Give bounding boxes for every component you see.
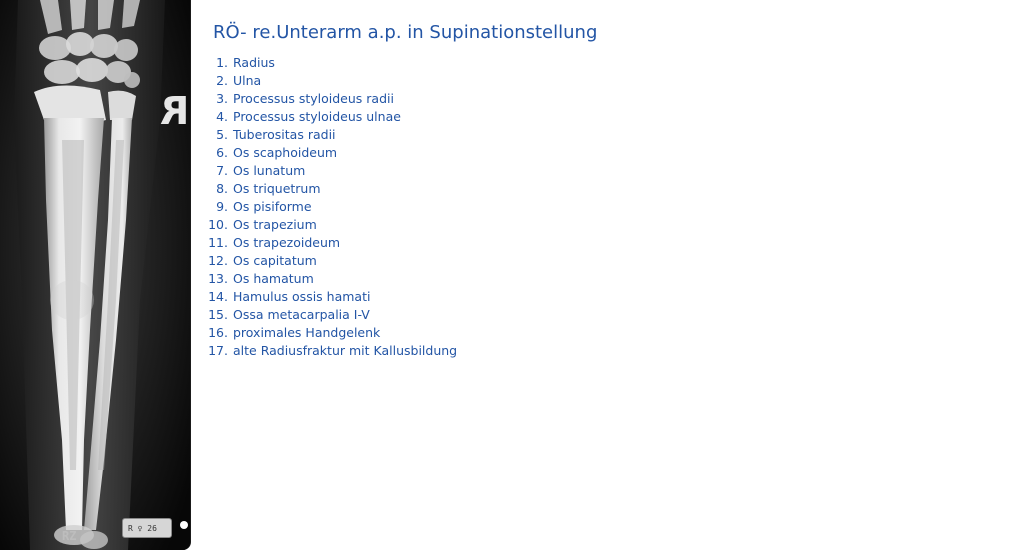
- legend-label: Os trapezoideum: [233, 235, 341, 250]
- legend-number: 10.: [208, 217, 228, 232]
- legend-item: [200, 198, 457, 216]
- legend-number: 9.: [216, 199, 228, 214]
- legend-label: Os triquetrum: [233, 181, 321, 196]
- film-punch-hole: [180, 521, 188, 529]
- corner-marker: RZ: [62, 529, 77, 543]
- legend-label: Radius: [233, 55, 275, 70]
- legend-number: 4.: [216, 109, 228, 124]
- legend-item: [200, 270, 457, 288]
- legend-number: 11.: [208, 235, 228, 250]
- legend-label: Tuberositas radii: [233, 127, 336, 142]
- legend-number: 16.: [208, 325, 228, 340]
- legend-label: Os trapezium: [233, 217, 317, 232]
- legend-item: [200, 162, 457, 180]
- legend-item: [200, 126, 457, 144]
- legend-number: 6.: [216, 145, 228, 160]
- legend-number: 1.: [216, 55, 228, 70]
- legend-item: [200, 306, 457, 324]
- legend-number: 5.: [216, 127, 228, 142]
- legend-label: proximales Handgelenk: [233, 325, 381, 340]
- legend-label: Hamulus ossis hamati: [233, 289, 371, 304]
- legend-label: alte Radiusfraktur mit Kallusbildung: [233, 343, 458, 358]
- legend-item: [200, 144, 457, 162]
- legend-label: Os hamatum: [233, 271, 314, 286]
- page-title: RÖ- re.Unterarm a.p. in Supinationstellung: [213, 22, 598, 43]
- legend-number: 3.: [216, 91, 228, 106]
- legend-item: [200, 72, 457, 90]
- legend-item: [200, 216, 457, 234]
- legend-label: Ulna: [233, 73, 262, 88]
- legend-label: Os capitatum: [233, 253, 317, 268]
- legend-item: [200, 54, 457, 72]
- legend-item: [200, 342, 457, 360]
- legend-number: 8.: [216, 181, 228, 196]
- legend-label: Processus styloideus radii: [233, 91, 394, 106]
- legend-item: [200, 252, 457, 270]
- xray-forearm-image: [0, 0, 191, 550]
- legend-label: Os pisiforme: [233, 199, 312, 214]
- legend-item: [200, 324, 457, 342]
- legend-label: Os scaphoideum: [233, 145, 338, 160]
- legend-item: [200, 288, 457, 306]
- legend-number: 15.: [208, 307, 228, 322]
- anatomy-legend-list: [200, 54, 457, 360]
- legend-number: 2.: [216, 73, 228, 88]
- legend-number: 7.: [216, 163, 228, 178]
- legend-item: [200, 234, 457, 252]
- legend-number: 12.: [208, 253, 228, 268]
- xray-illustration: [0, 0, 190, 550]
- legend-label: Ossa metacarpalia I-V: [233, 307, 370, 322]
- legend-item: [200, 90, 457, 108]
- legend-number: 17.: [208, 343, 228, 358]
- legend-item: [200, 108, 457, 126]
- legend-label: Processus styloideus ulnae: [233, 109, 401, 124]
- legend-item: [200, 180, 457, 198]
- legend-number: 14.: [208, 289, 228, 304]
- legend-label: Os lunatum: [233, 163, 306, 178]
- film-label-tag: R ♀ 26: [122, 518, 172, 538]
- side-marker-r: R: [160, 89, 190, 133]
- legend-number: 13.: [208, 271, 228, 286]
